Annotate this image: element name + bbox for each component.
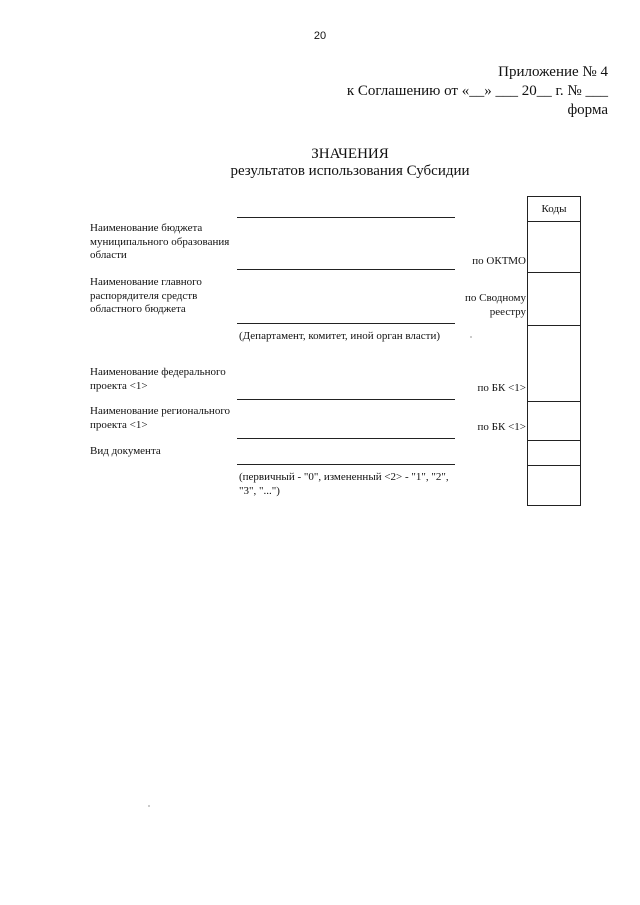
codes-divider bbox=[528, 465, 580, 466]
appendix-title: Приложение № 4 bbox=[498, 64, 608, 80]
main-manager-hint: (Департамент, комитет, иной орган власти) bbox=[239, 330, 441, 342]
scan-speck bbox=[148, 805, 150, 807]
document-type-line bbox=[237, 464, 455, 465]
budget-name-line bbox=[237, 269, 455, 270]
codes-divider bbox=[528, 440, 580, 441]
codes-divider bbox=[528, 221, 580, 222]
regional-project-label: Наименование регионального проекта <1> bbox=[90, 405, 231, 431]
appendix-agreement-ref: к Соглашению от «__» ___ 20__ г. № ___ bbox=[346, 83, 608, 99]
bk-label-regional: по БК <1> bbox=[477, 421, 526, 433]
document-title bbox=[0, 146, 640, 180]
document-type-label: Вид документа bbox=[90, 445, 161, 457]
codes-divider bbox=[528, 401, 580, 402]
budget-name-label: Наименование бюджета муниципального образования области bbox=[90, 222, 230, 261]
title-main: ЗНАЧЕНИЯ bbox=[311, 146, 389, 162]
main-manager-label: Наименование главного распорядителя средств областного бюджета bbox=[90, 276, 202, 315]
federal-project-line bbox=[237, 399, 455, 400]
main-manager-line bbox=[237, 323, 455, 324]
registry-label-line1: по Сводному bbox=[464, 292, 526, 304]
page-number: 20 bbox=[313, 30, 327, 42]
codes-divider bbox=[528, 272, 580, 273]
regional-project-line bbox=[237, 438, 455, 439]
codes-header: Коды bbox=[541, 203, 567, 215]
codes-divider bbox=[528, 325, 580, 326]
scan-speck bbox=[470, 336, 472, 338]
registry-label bbox=[465, 292, 526, 319]
federal-project-label: Наименование федерального проекта <1> bbox=[90, 366, 226, 392]
registry-label-line2: реестру bbox=[489, 305, 526, 318]
title-subtitle: результатов использования Субсидии bbox=[230, 163, 470, 179]
field-line-top bbox=[237, 217, 455, 218]
appendix-form-label: форма bbox=[567, 102, 608, 118]
document-type-hint: (первичный - "0", измененный <2> - "1", "2", "3", "...") bbox=[239, 471, 449, 497]
codes-table bbox=[527, 196, 581, 506]
oktmo-label: по ОКТМО bbox=[472, 255, 526, 267]
bk-label-federal: по БК <1> bbox=[477, 382, 526, 394]
appendix-header bbox=[347, 63, 608, 120]
